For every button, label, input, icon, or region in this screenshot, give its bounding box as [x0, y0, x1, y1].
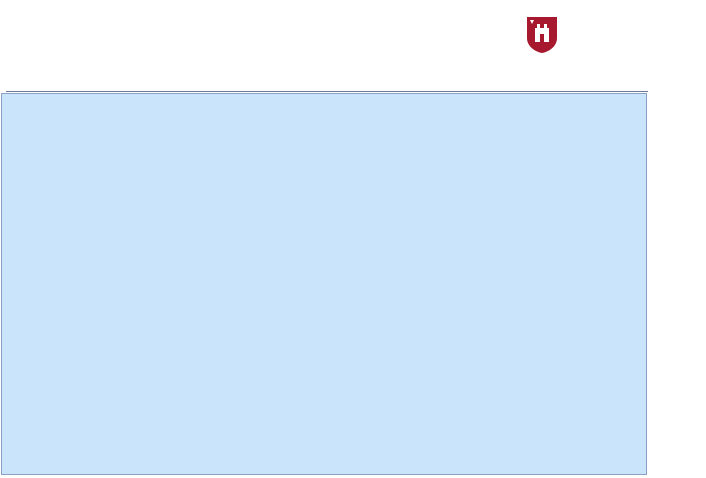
table-top-rule	[6, 91, 648, 92]
macquarie-shield-icon	[526, 16, 558, 54]
control-spreadsheet	[1, 93, 647, 475]
university-logo	[526, 16, 656, 54]
